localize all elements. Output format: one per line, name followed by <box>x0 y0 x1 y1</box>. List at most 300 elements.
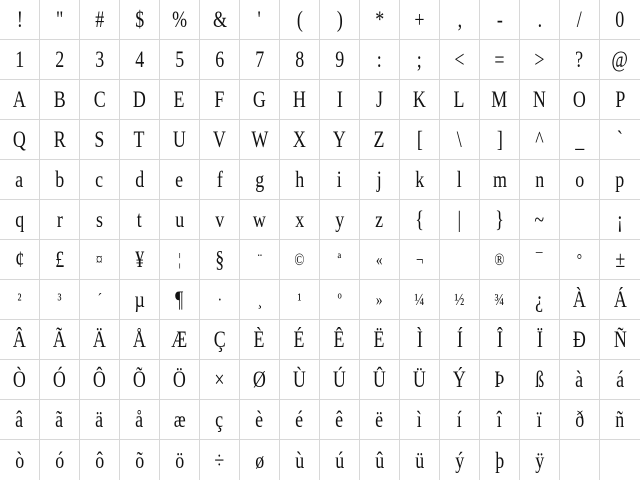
glyph-cell[interactable] <box>400 240 440 280</box>
glyph-cell[interactable] <box>280 280 320 320</box>
glyph-character: Ü <box>413 367 426 392</box>
glyph-cell[interactable] <box>240 400 280 440</box>
glyph-character: ¼ <box>414 290 425 309</box>
glyph-character: ð <box>575 407 584 432</box>
glyph-character: Ó <box>53 367 66 392</box>
glyph-cell[interactable] <box>40 440 80 480</box>
glyph-cell[interactable] <box>240 120 280 160</box>
glyph-cell[interactable] <box>160 160 200 200</box>
glyph-character: Å <box>133 327 146 352</box>
glyph-cell[interactable] <box>520 200 560 240</box>
glyph-cell[interactable] <box>320 0 360 40</box>
glyph-cell[interactable] <box>0 0 40 40</box>
glyph-cell[interactable] <box>200 240 240 280</box>
glyph-cell[interactable] <box>80 120 120 160</box>
glyph-character: á <box>616 367 624 392</box>
glyph-character: Z <box>374 127 385 152</box>
glyph-cell[interactable] <box>600 200 640 240</box>
glyph-character: é <box>295 407 304 432</box>
glyph-cell[interactable] <box>360 320 400 360</box>
glyph-character: # <box>95 7 104 32</box>
glyph-cell[interactable] <box>400 80 440 120</box>
glyph-cell[interactable] <box>440 280 480 320</box>
glyph-character: e <box>175 167 184 192</box>
glyph-cell[interactable] <box>80 200 120 240</box>
glyph-cell[interactable] <box>80 0 120 40</box>
glyph-character: p <box>615 167 625 192</box>
glyph-character: @ <box>611 47 629 72</box>
glyph-character: Î <box>496 327 503 352</box>
glyph-cell[interactable] <box>480 160 520 200</box>
glyph-character: ó <box>55 447 64 473</box>
glyph-cell[interactable] <box>440 80 480 120</box>
glyph-cell[interactable] <box>240 40 280 80</box>
glyph-cell[interactable] <box>200 0 240 40</box>
glyph-cell[interactable] <box>400 120 440 160</box>
glyph-cell[interactable] <box>200 120 240 160</box>
glyph-character: ± <box>615 247 625 272</box>
glyph-cell[interactable] <box>400 0 440 40</box>
glyph-character: ! <box>16 7 23 32</box>
glyph-cell[interactable] <box>600 240 640 280</box>
glyph-character: 9 <box>335 47 344 72</box>
glyph-cell[interactable] <box>80 360 120 400</box>
glyph-character: G <box>253 87 266 112</box>
glyph-character: L <box>454 87 465 112</box>
glyph-cell[interactable] <box>480 0 520 40</box>
glyph-character: ü <box>415 447 424 473</box>
glyph-cell[interactable] <box>80 160 120 200</box>
glyph-cell[interactable] <box>280 240 320 280</box>
glyph-cell[interactable] <box>120 400 160 440</box>
glyph-character: { <box>415 207 424 232</box>
glyph-character: v <box>215 207 224 232</box>
glyph-character: ) <box>336 7 343 32</box>
glyph-cell[interactable] <box>240 160 280 200</box>
glyph-cell[interactable] <box>240 80 280 120</box>
glyph-cell[interactable] <box>40 400 80 440</box>
glyph-character: " <box>55 7 64 32</box>
glyph-character: ÿ <box>535 447 544 473</box>
glyph-cell[interactable] <box>40 320 80 360</box>
glyph-cell[interactable] <box>40 40 80 80</box>
glyph-cell[interactable] <box>240 280 280 320</box>
glyph-cell[interactable] <box>360 400 400 440</box>
glyph-cell[interactable] <box>240 440 280 480</box>
glyph-cell[interactable] <box>120 0 160 40</box>
glyph-cell[interactable] <box>0 320 40 360</box>
glyph-cell[interactable] <box>480 440 520 480</box>
glyph-cell[interactable] <box>40 240 80 280</box>
glyph-cell[interactable] <box>600 0 640 40</box>
glyph-cell[interactable] <box>200 400 240 440</box>
glyph-character: x <box>295 207 304 232</box>
glyph-cell[interactable] <box>0 40 40 80</box>
glyph-cell[interactable] <box>160 120 200 160</box>
glyph-character: Í <box>456 327 463 352</box>
glyph-cell[interactable] <box>0 120 40 160</box>
glyph-cell[interactable] <box>0 360 40 400</box>
glyph-character: ( <box>296 7 303 32</box>
glyph-cell[interactable] <box>120 80 160 120</box>
glyph-cell[interactable] <box>560 280 600 320</box>
glyph-character: W <box>251 127 268 152</box>
glyph-character: Æ <box>171 327 188 352</box>
glyph-cell[interactable] <box>120 440 160 480</box>
glyph-cell[interactable] <box>560 200 600 240</box>
glyph-character: l <box>456 167 462 192</box>
glyph-character: : <box>376 47 382 72</box>
glyph-cell[interactable] <box>400 400 440 440</box>
glyph-character: ù <box>295 447 304 473</box>
glyph-character: 5 <box>175 47 184 72</box>
glyph-character: > <box>534 47 545 72</box>
glyph-cell[interactable] <box>160 240 200 280</box>
glyph-character: ® <box>494 250 505 269</box>
glyph-cell[interactable] <box>560 120 600 160</box>
glyph-character: è <box>255 407 264 432</box>
glyph-cell[interactable] <box>200 320 240 360</box>
glyph-cell[interactable] <box>320 280 360 320</box>
glyph-character: / <box>576 7 582 32</box>
glyph-character: H <box>293 87 306 112</box>
glyph-character: « <box>376 250 383 269</box>
glyph-character: Ò <box>13 367 26 392</box>
glyph-cell[interactable] <box>280 400 320 440</box>
glyph-character: Y <box>333 127 346 152</box>
glyph-cell[interactable] <box>440 400 480 440</box>
glyph-character: J <box>376 87 383 112</box>
glyph-cell[interactable] <box>0 440 40 480</box>
glyph-cell[interactable] <box>360 200 400 240</box>
glyph-cell[interactable] <box>80 80 120 120</box>
glyph-cell[interactable] <box>520 320 560 360</box>
glyph-cell[interactable] <box>120 240 160 280</box>
glyph-cell[interactable] <box>120 200 160 240</box>
glyph-character: u <box>175 207 184 232</box>
glyph-cell[interactable] <box>400 160 440 200</box>
glyph-cell[interactable] <box>160 40 200 80</box>
glyph-cell[interactable] <box>600 360 640 400</box>
glyph-cell[interactable] <box>200 160 240 200</box>
glyph-cell[interactable] <box>320 320 360 360</box>
glyph-character: Ñ <box>613 327 627 352</box>
glyph-cell[interactable] <box>360 440 400 480</box>
glyph-cell[interactable] <box>40 280 80 320</box>
glyph-character: % <box>172 7 187 32</box>
glyph-character: q <box>15 207 24 232</box>
glyph-cell[interactable] <box>160 360 200 400</box>
glyph-cell[interactable] <box>400 280 440 320</box>
glyph-cell[interactable] <box>120 120 160 160</box>
glyph-cell[interactable] <box>480 280 520 320</box>
glyph-cell[interactable] <box>360 40 400 80</box>
glyph-character: a <box>15 167 24 192</box>
glyph-cell[interactable] <box>360 360 400 400</box>
glyph-cell[interactable] <box>0 280 40 320</box>
glyph-cell[interactable] <box>600 400 640 440</box>
glyph-cell[interactable] <box>520 280 560 320</box>
glyph-cell[interactable] <box>400 320 440 360</box>
glyph-cell[interactable] <box>520 0 560 40</box>
glyph-cell[interactable] <box>280 0 320 40</box>
glyph-cell[interactable] <box>520 80 560 120</box>
glyph-cell[interactable] <box>320 120 360 160</box>
glyph-character: ¤ <box>96 250 103 269</box>
glyph-character: ¥ <box>135 247 144 272</box>
glyph-cell[interactable] <box>520 440 560 480</box>
glyph-character: × <box>214 367 225 392</box>
glyph-character: ç <box>215 407 224 432</box>
glyph-cell[interactable] <box>160 200 200 240</box>
glyph-character: _ <box>575 127 584 152</box>
glyph-cell[interactable] <box>360 280 400 320</box>
glyph-cell[interactable] <box>600 80 640 120</box>
glyph-cell[interactable] <box>160 0 200 40</box>
glyph-cell[interactable] <box>320 240 360 280</box>
glyph-cell[interactable] <box>160 440 200 480</box>
glyph-character: f <box>216 167 223 192</box>
glyph-cell[interactable] <box>440 320 480 360</box>
glyph-character: È <box>254 327 265 352</box>
glyph-cell[interactable] <box>280 200 320 240</box>
glyph-character: U <box>173 127 186 152</box>
glyph-cell[interactable] <box>320 440 360 480</box>
glyph-cell[interactable] <box>40 160 80 200</box>
glyph-cell[interactable] <box>480 360 520 400</box>
glyph-cell[interactable] <box>80 40 120 80</box>
glyph-cell[interactable] <box>600 280 640 320</box>
glyph-cell[interactable] <box>0 160 40 200</box>
glyph-character: ¾ <box>494 290 505 309</box>
glyph-cell[interactable] <box>520 360 560 400</box>
glyph-character: d <box>135 167 144 192</box>
glyph-character: y <box>335 207 344 232</box>
glyph-cell[interactable] <box>520 120 560 160</box>
glyph-cell[interactable] <box>240 0 280 40</box>
glyph-cell[interactable] <box>120 40 160 80</box>
glyph-cell[interactable] <box>560 0 600 40</box>
glyph-cell[interactable] <box>40 360 80 400</box>
glyph-character: ê <box>335 407 344 432</box>
glyph-character: t <box>136 207 142 232</box>
glyph-cell[interactable] <box>40 0 80 40</box>
glyph-cell[interactable] <box>120 360 160 400</box>
glyph-cell[interactable] <box>600 40 640 80</box>
glyph-character: ¸ <box>257 290 262 309</box>
glyph-character: ö <box>175 447 184 473</box>
glyph-character: æ <box>173 407 186 432</box>
glyph-character: ~ <box>534 207 545 232</box>
glyph-cell[interactable] <box>360 160 400 200</box>
glyph-cell[interactable] <box>200 280 240 320</box>
glyph-character: B <box>53 87 66 112</box>
glyph-cell[interactable] <box>80 440 120 480</box>
glyph-cell[interactable] <box>520 40 560 80</box>
glyph-character: ß <box>535 367 544 392</box>
glyph-cell[interactable] <box>480 120 520 160</box>
glyph-cell[interactable] <box>520 400 560 440</box>
glyph-character: Ô <box>93 367 106 392</box>
glyph-cell[interactable] <box>480 400 520 440</box>
glyph-character: õ <box>135 447 144 473</box>
glyph-cell[interactable] <box>120 280 160 320</box>
glyph-character: º <box>337 290 342 309</box>
glyph-character: 3 <box>95 47 104 72</box>
glyph-character: j <box>376 167 382 192</box>
glyph-cell[interactable] <box>200 40 240 80</box>
glyph-cell[interactable] <box>280 80 320 120</box>
glyph-character: K <box>413 87 426 112</box>
glyph-cell[interactable] <box>0 400 40 440</box>
glyph-cell[interactable] <box>320 160 360 200</box>
glyph-cell[interactable] <box>280 120 320 160</box>
glyph-cell[interactable] <box>40 120 80 160</box>
glyph-cell[interactable] <box>40 80 80 120</box>
glyph-cell[interactable] <box>320 200 360 240</box>
glyph-cell[interactable] <box>160 400 200 440</box>
glyph-character: Ú <box>333 367 346 392</box>
glyph-character: R <box>53 127 66 152</box>
glyph-cell[interactable] <box>120 320 160 360</box>
glyph-cell[interactable] <box>400 200 440 240</box>
glyph-character: ´ <box>97 290 102 309</box>
glyph-character: ø <box>255 447 264 473</box>
glyph-cell[interactable] <box>280 440 320 480</box>
glyph-character: + <box>414 7 425 32</box>
glyph-cell[interactable] <box>40 200 80 240</box>
glyph-cell[interactable] <box>600 160 640 200</box>
glyph-cell[interactable] <box>280 160 320 200</box>
glyph-cell[interactable] <box>440 240 480 280</box>
glyph-cell[interactable] <box>240 240 280 280</box>
glyph-character: s <box>96 207 103 232</box>
glyph-cell[interactable] <box>440 160 480 200</box>
glyph-character: Ø <box>253 367 266 392</box>
glyph-cell[interactable] <box>160 280 200 320</box>
glyph-character: ³ <box>57 290 62 309</box>
glyph-cell[interactable] <box>80 280 120 320</box>
glyph-cell[interactable] <box>240 320 280 360</box>
glyph-character: û <box>375 447 384 473</box>
glyph-character: ë <box>375 407 384 432</box>
glyph-cell[interactable] <box>200 200 240 240</box>
glyph-cell[interactable] <box>240 360 280 400</box>
glyph-cell[interactable] <box>80 240 120 280</box>
glyph-character: 2 <box>55 47 64 72</box>
glyph-cell[interactable] <box>360 240 400 280</box>
glyph-character: ÷ <box>214 447 225 473</box>
glyph-cell[interactable] <box>200 440 240 480</box>
glyph-cell[interactable] <box>160 80 200 120</box>
glyph-cell[interactable] <box>240 200 280 240</box>
glyph-character: * <box>375 7 384 32</box>
glyph-character: Ì <box>416 327 423 352</box>
glyph-cell[interactable] <box>0 240 40 280</box>
glyph-character: F <box>214 87 225 112</box>
glyph-character: ¡ <box>617 207 623 232</box>
glyph-cell[interactable] <box>440 200 480 240</box>
glyph-cell[interactable] <box>360 80 400 120</box>
glyph-cell[interactable] <box>520 160 560 200</box>
glyph-cell[interactable] <box>360 120 400 160</box>
glyph-cell[interactable] <box>0 200 40 240</box>
glyph-cell[interactable] <box>280 40 320 80</box>
glyph-cell[interactable] <box>600 440 640 480</box>
glyph-cell[interactable] <box>280 360 320 400</box>
glyph-cell[interactable] <box>480 200 520 240</box>
glyph-character: 7 <box>255 47 264 72</box>
glyph-character: » <box>376 290 383 309</box>
glyph-cell[interactable] <box>200 80 240 120</box>
glyph-cell[interactable] <box>120 160 160 200</box>
glyph-cell[interactable] <box>560 320 600 360</box>
glyph-cell[interactable] <box>440 120 480 160</box>
glyph-cell[interactable] <box>80 320 120 360</box>
glyph-character: Á <box>613 287 627 312</box>
glyph-character: 1 <box>15 47 24 72</box>
glyph-cell[interactable] <box>360 0 400 40</box>
glyph-cell[interactable] <box>320 400 360 440</box>
glyph-character: Ö <box>173 367 186 392</box>
glyph-character: £ <box>55 247 64 272</box>
glyph-character: ? <box>575 47 584 72</box>
glyph-cell[interactable] <box>440 440 480 480</box>
glyph-cell[interactable] <box>480 80 520 120</box>
glyph-character: Ê <box>334 327 345 352</box>
glyph-cell[interactable] <box>480 320 520 360</box>
glyph-cell[interactable] <box>560 160 600 200</box>
glyph-cell[interactable] <box>320 360 360 400</box>
glyph-cell[interactable] <box>560 240 600 280</box>
glyph-cell[interactable] <box>560 360 600 400</box>
glyph-character: w <box>253 207 266 232</box>
glyph-cell[interactable] <box>80 400 120 440</box>
glyph-character: S <box>94 127 105 152</box>
glyph-cell[interactable] <box>400 360 440 400</box>
glyph-cell[interactable] <box>520 240 560 280</box>
glyph-cell[interactable] <box>480 240 520 280</box>
glyph-cell[interactable] <box>560 40 600 80</box>
glyph-cell[interactable] <box>320 40 360 80</box>
glyph-character: ` <box>617 127 623 152</box>
glyph-cell[interactable] <box>480 40 520 80</box>
glyph-cell[interactable] <box>560 400 600 440</box>
glyph-cell[interactable] <box>440 40 480 80</box>
glyph-character: E <box>174 87 185 112</box>
glyph-character: ¦ <box>178 250 181 269</box>
glyph-character: É <box>294 327 305 352</box>
glyph-cell[interactable] <box>560 80 600 120</box>
glyph-cell[interactable] <box>400 440 440 480</box>
glyph-cell[interactable] <box>400 40 440 80</box>
glyph-character: k <box>415 167 424 192</box>
glyph-cell[interactable] <box>600 120 640 160</box>
glyph-character: à <box>575 367 584 392</box>
glyph-character: ¬ <box>415 250 424 269</box>
glyph-cell[interactable] <box>200 360 240 400</box>
glyph-character: Ä <box>93 327 106 352</box>
glyph-cell[interactable] <box>160 320 200 360</box>
glyph-cell[interactable] <box>0 80 40 120</box>
glyph-cell[interactable] <box>560 440 600 480</box>
glyph-cell[interactable] <box>600 320 640 360</box>
glyph-cell[interactable] <box>440 360 480 400</box>
glyph-character: g <box>255 167 264 192</box>
glyph-cell[interactable] <box>440 0 480 40</box>
glyph-cell[interactable] <box>320 80 360 120</box>
glyph-cell[interactable] <box>280 320 320 360</box>
